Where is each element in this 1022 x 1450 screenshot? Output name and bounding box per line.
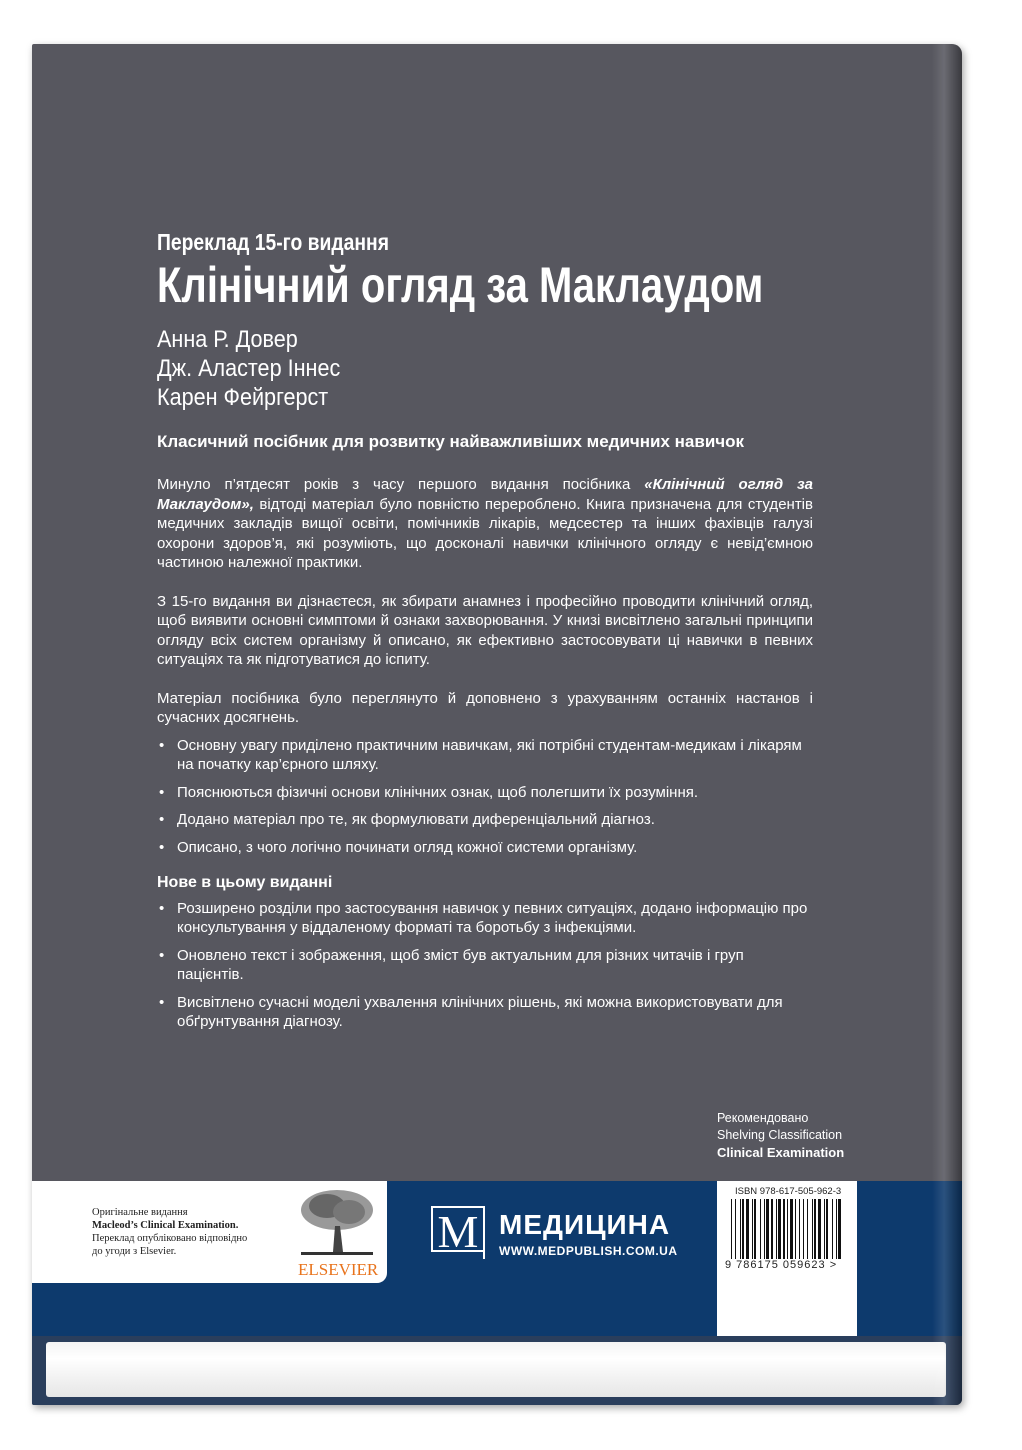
description	[157, 475, 813, 1040]
isbn-barcode	[717, 1181, 857, 1336]
new-list	[157, 899, 813, 1032]
barcode-digits: 9 786175 059623 >	[725, 1259, 838, 1271]
list-item: • Описано, з чого логічно починати огляд кожної системи організму.	[157, 838, 813, 858]
publisher-name: МЕДИЦИНА	[499, 1209, 671, 1240]
elsevier-logo: ELSEVIER	[298, 1260, 379, 1279]
list-item: • Основну увагу приділено практичним навичкам, які потрібні студентам-медикам і лікарям на початку кар’єрного шляху.	[157, 736, 813, 775]
publisher-band	[32, 1181, 962, 1336]
paragraph: Минуло п’ятдесят років з часу першого видання посібника «Клінічний огляд за Маклаудом», відтоді матеріал було повністю перероблено. Книга призначена для студентів медичних закладів вищої освіти, помічників лікарів, медсестер та інших фахівців галузі охорони здоров’я, які розуміють, що досконалі навички клінічного огляду є невід’ємною частиною належної практики.	[157, 476, 814, 571]
book-back-cover	[32, 44, 962, 1405]
author: Анна Р. Довер	[157, 326, 298, 353]
edition-subtitle: Переклад 15-го видання	[157, 229, 389, 255]
page-block	[32, 1336, 962, 1405]
shelving-classification: Рекомендовано Shelving Classification Clinical Examination	[717, 1111, 845, 1160]
list-item: • Пояснюються фізичні основи клінічних ознак, щоб полегшити їх розуміння.	[157, 783, 813, 803]
publisher-url: WWW.MEDPUBLISH.COM.UA	[499, 1244, 678, 1258]
elsevier-tree-icon	[297, 1186, 377, 1258]
paragraph: Матеріал посібника було переглянуто й доповнено з урахуванням останніх настанов і сучасних досягнень.	[157, 689, 813, 726]
authors	[157, 325, 361, 412]
barcode-icon	[731, 1199, 843, 1259]
book-title: Клінічний огляд за Маклаудом	[157, 257, 764, 313]
author: Карен Фейргерст	[157, 384, 329, 411]
paragraph: З 15-го видання ви дізнаєтеся, як збирати анамнез і професійно проводити клінічний огляд, щоб виявити основні симптоми й ознаки захворювання. У книзі висвітлено загальні принципи огляду всіх систем організму й описано, як ефективно застосовувати ці навички в певних ситуаціях та як підготуватися до іспиту.	[157, 592, 813, 668]
feature-list	[157, 736, 813, 858]
new-heading: Нове в цьому виданні	[157, 874, 333, 891]
original-edition-box	[32, 1181, 387, 1283]
list-item: • Оновлено текст і зображення, щоб зміст був актуальним для різних читачів і груп пацієнтів.	[157, 946, 813, 985]
author: Дж. Аластер Іннес	[157, 355, 341, 382]
list-item: • Висвітлено сучасні моделі ухвалення клінічних рішень, які можна використовувати для обґрунтування діагнозу.	[157, 993, 813, 1032]
isbn: ISBN 978-617-505-962-3	[735, 1186, 842, 1197]
list-item: • Розширено розділи про застосування навичок у певних ситуаціях, додано інформацію про консультування у віддаленому форматі та боротьбу з інфекціями.	[157, 899, 813, 938]
cover-edge	[932, 44, 962, 1405]
list-item: • Додано матеріал про те, як формулювати диференціальний діагноз.	[157, 810, 813, 830]
medytsyna-logo-icon	[430, 1205, 490, 1261]
tagline: Класичний посібник для розвитку найважливіших медичних навичок	[157, 432, 745, 451]
svg-text:M: M	[437, 1206, 479, 1257]
original-edition-note: Оригінальне видання Macleod’s Clinical Examination. Переклад опубліковано відповідно до угоди з Elsevier.	[92, 1207, 248, 1257]
